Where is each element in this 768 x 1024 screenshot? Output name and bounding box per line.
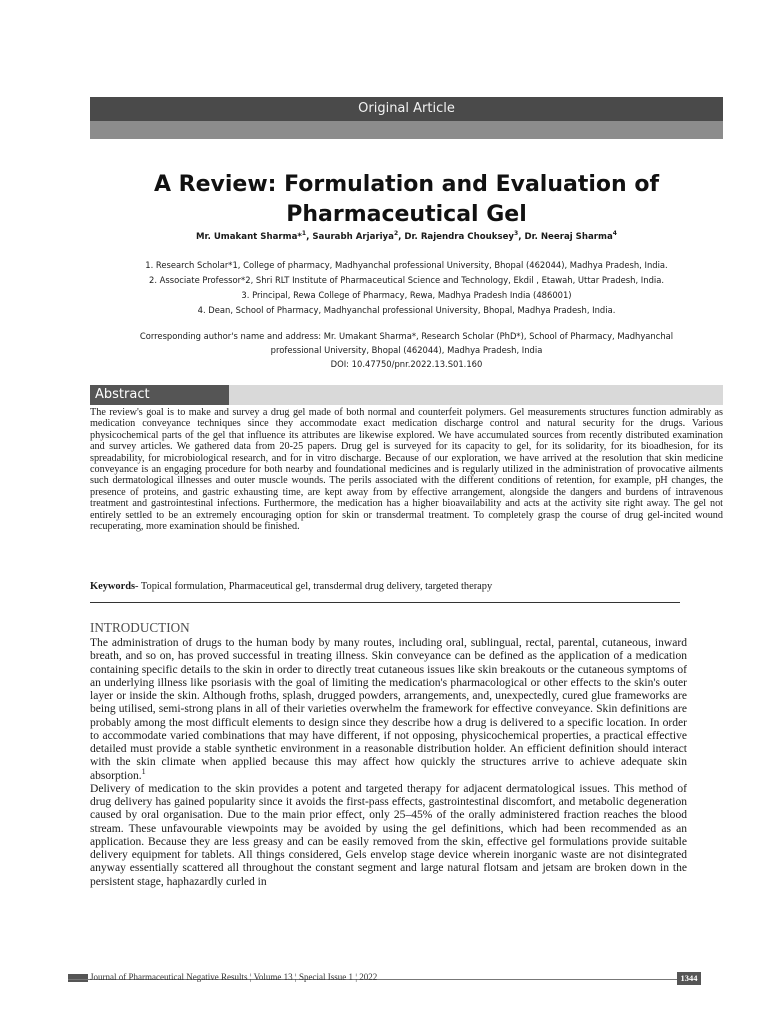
article-type-label: Original Article (358, 101, 455, 116)
affiliation-4: 4. Dean, School of Pharmacy, Madhyanchal professional University, Bhopal, Madhya Pradesh, India. (197, 305, 616, 315)
section-heading-introduction: INTRODUCTION (90, 620, 190, 635)
citation-ref: 1 (141, 766, 146, 776)
abstract-heading: Abstract (90, 385, 229, 405)
footer-left-mark (68, 974, 88, 982)
banner-underbar (90, 121, 723, 139)
affiliation-3: 3. Principal, Rewa College of Pharmacy, Rewa, Madhya Pradesh India (486001) (241, 290, 572, 300)
journal-footer: Journal of Pharmaceutical Negative Results ¦ Volume 13 ¦ Special Issue 1 ¦ 2022 (90, 972, 378, 982)
corresponding-line-2: professional University, Bhopal (462044), Madhya Pradesh, India (270, 345, 543, 355)
corresponding-author (90, 329, 723, 371)
keywords-divider (90, 602, 680, 603)
introduction-body (90, 637, 687, 889)
intro-paragraph-1: The administration of drugs to the human body by many routes, including oral, sublingual, rectal, parental, cutaneous, inward breath, and so on, has proved successful in treating illness. Skin conveyance can be defined as the application of a medication containing specific details to the skin in order to directly treat cutaneous issues like skin breakouts or the cutaneous symptoms of an underlying illness like psoriasis with the goal of limiting the medication's pharmacological or other effects to the skin's outer layer or inside the skin. Although froths, splash, drugged powders, arrangements, and, unexpectedly, cured glue frameworks are being utilised, semi-strong plans in all of their varieties overwhelm the framework for effective conveyance. Skin definitions are probably among the most difficult elements to design since they describe how a drug is delivered to a specific location. In order to accommodate varied combinations that may have different, if not opposing, physicochemical properties, a practical effective detailed must provide a stable synthetic environment in a reasonable distribution holder. An efficient definition should interact with the skin climate when applied because this may affect how quickly the structures arrive to achieve adequate skin absorption.$^1$ (90, 637, 687, 782)
article-type-banner (90, 97, 723, 121)
page-number: 1344 (677, 972, 701, 985)
keywords (90, 581, 723, 592)
abstract-text: The review's goal is to make and survey a drug gel made of both normal and counterfeit polymers. Gel measurements structures function admirably as medication conveyance techniques since they accommodate exact medication discharge control and natural security for the drugs. Various physicochemical parts of the gel that influence its attributes are likewise explored. We have accumulated sources from recently distributed examination and survey articles. We gathered data from 20-25 papers. Drug gel is surveyed for its capacity to gel, for its solidarity, for its bioadhesion, for its spreadability, for microbiological research, and for in vitro discharge. Because of our exploration, we have arrived at the resolution that skin medicine conveyance is an engaging procedure for both nearby and foundational medicines and is regularly utilized in the administration of provocative ailments such dermatological illnesses and outer muscle wounds. The perils associated with the different conditions of retention, for example, pH changes, the presence of proteins, and gastric exhausting time, are kept away from by effective arrangement, alongside the dangers and burdens of intravenous treatment and gastrointestinal infections. Furthermore, the medication has a higher bioavailability and acts at the activity site right away. The gel not entirely settled to be an extremely encouraging option for skin or transdermal treatment. To completely grasp the course of drug gel-incited wound recuperating, more examination should be finished. (90, 407, 723, 533)
affiliation-2: 2. Associate Professor*2, Shri RLT Institute of Pharmaceutical Science and Technology, Ekdil , Etawah, Uttar Pradesh, India. (148, 275, 665, 285)
doi: DOI: 10.47750/pnr.2022.13.S01.160 (330, 359, 483, 369)
keywords-label: Keywords (90, 581, 136, 592)
abstract-header-bar (90, 385, 723, 405)
affiliation-1: 1. Research Scholar*1, College of pharmacy, Madhyanchal professional University, Bhopal (462044), Madhya Pradesh, India. (145, 260, 668, 270)
intro-paragraph-2: Delivery of medication to the skin provides a potent and targeted therapy for adjacent dermatological issues. This method of drug delivery has gained popularity since it avoids the first-pass effects, gastrointestinal discomfort, and metabolic degeneration caused by oral organisation. Due to the main prior effect, only 25–45% of the orally administered fraction reaches the blood stream. These unfavourable viewpoints may be avoided by using the gel definitions, which had been recommended as an application. Because they are less greasy and can be easily removed from the skin, effective gel formulations provide suitable delivery equipment for tablets. All things considered, Gels envelop stage device wherein inorganic waste are not disintegrated anyway essentially scattered all throughout the constant segment and large natural flotsam and jetsam are broken down in the persistent stage, haphazardly curled in (90, 782, 687, 888)
paper-title: A Review: Formulation and Evaluation of Pharmaceutical Gel (153, 172, 660, 227)
keywords-text: - Topical formulation, Pharmaceutical gel, transdermal drug delivery, targeted therapy (135, 581, 493, 592)
corresponding-line-1: Corresponding author's name and address: Mr. Umakant Sharma*, Research Scholar (PhD*), School of Pharmacy, Madhyanchal (139, 331, 674, 341)
author-list: Mr. Umakant Sharma*$^1$, Saurabh Arjariya$^2$, Dr. Rajendra Chouksey$^3$, Dr. Neeraj Sharma$^4$ (196, 230, 617, 242)
affiliations (90, 258, 723, 318)
